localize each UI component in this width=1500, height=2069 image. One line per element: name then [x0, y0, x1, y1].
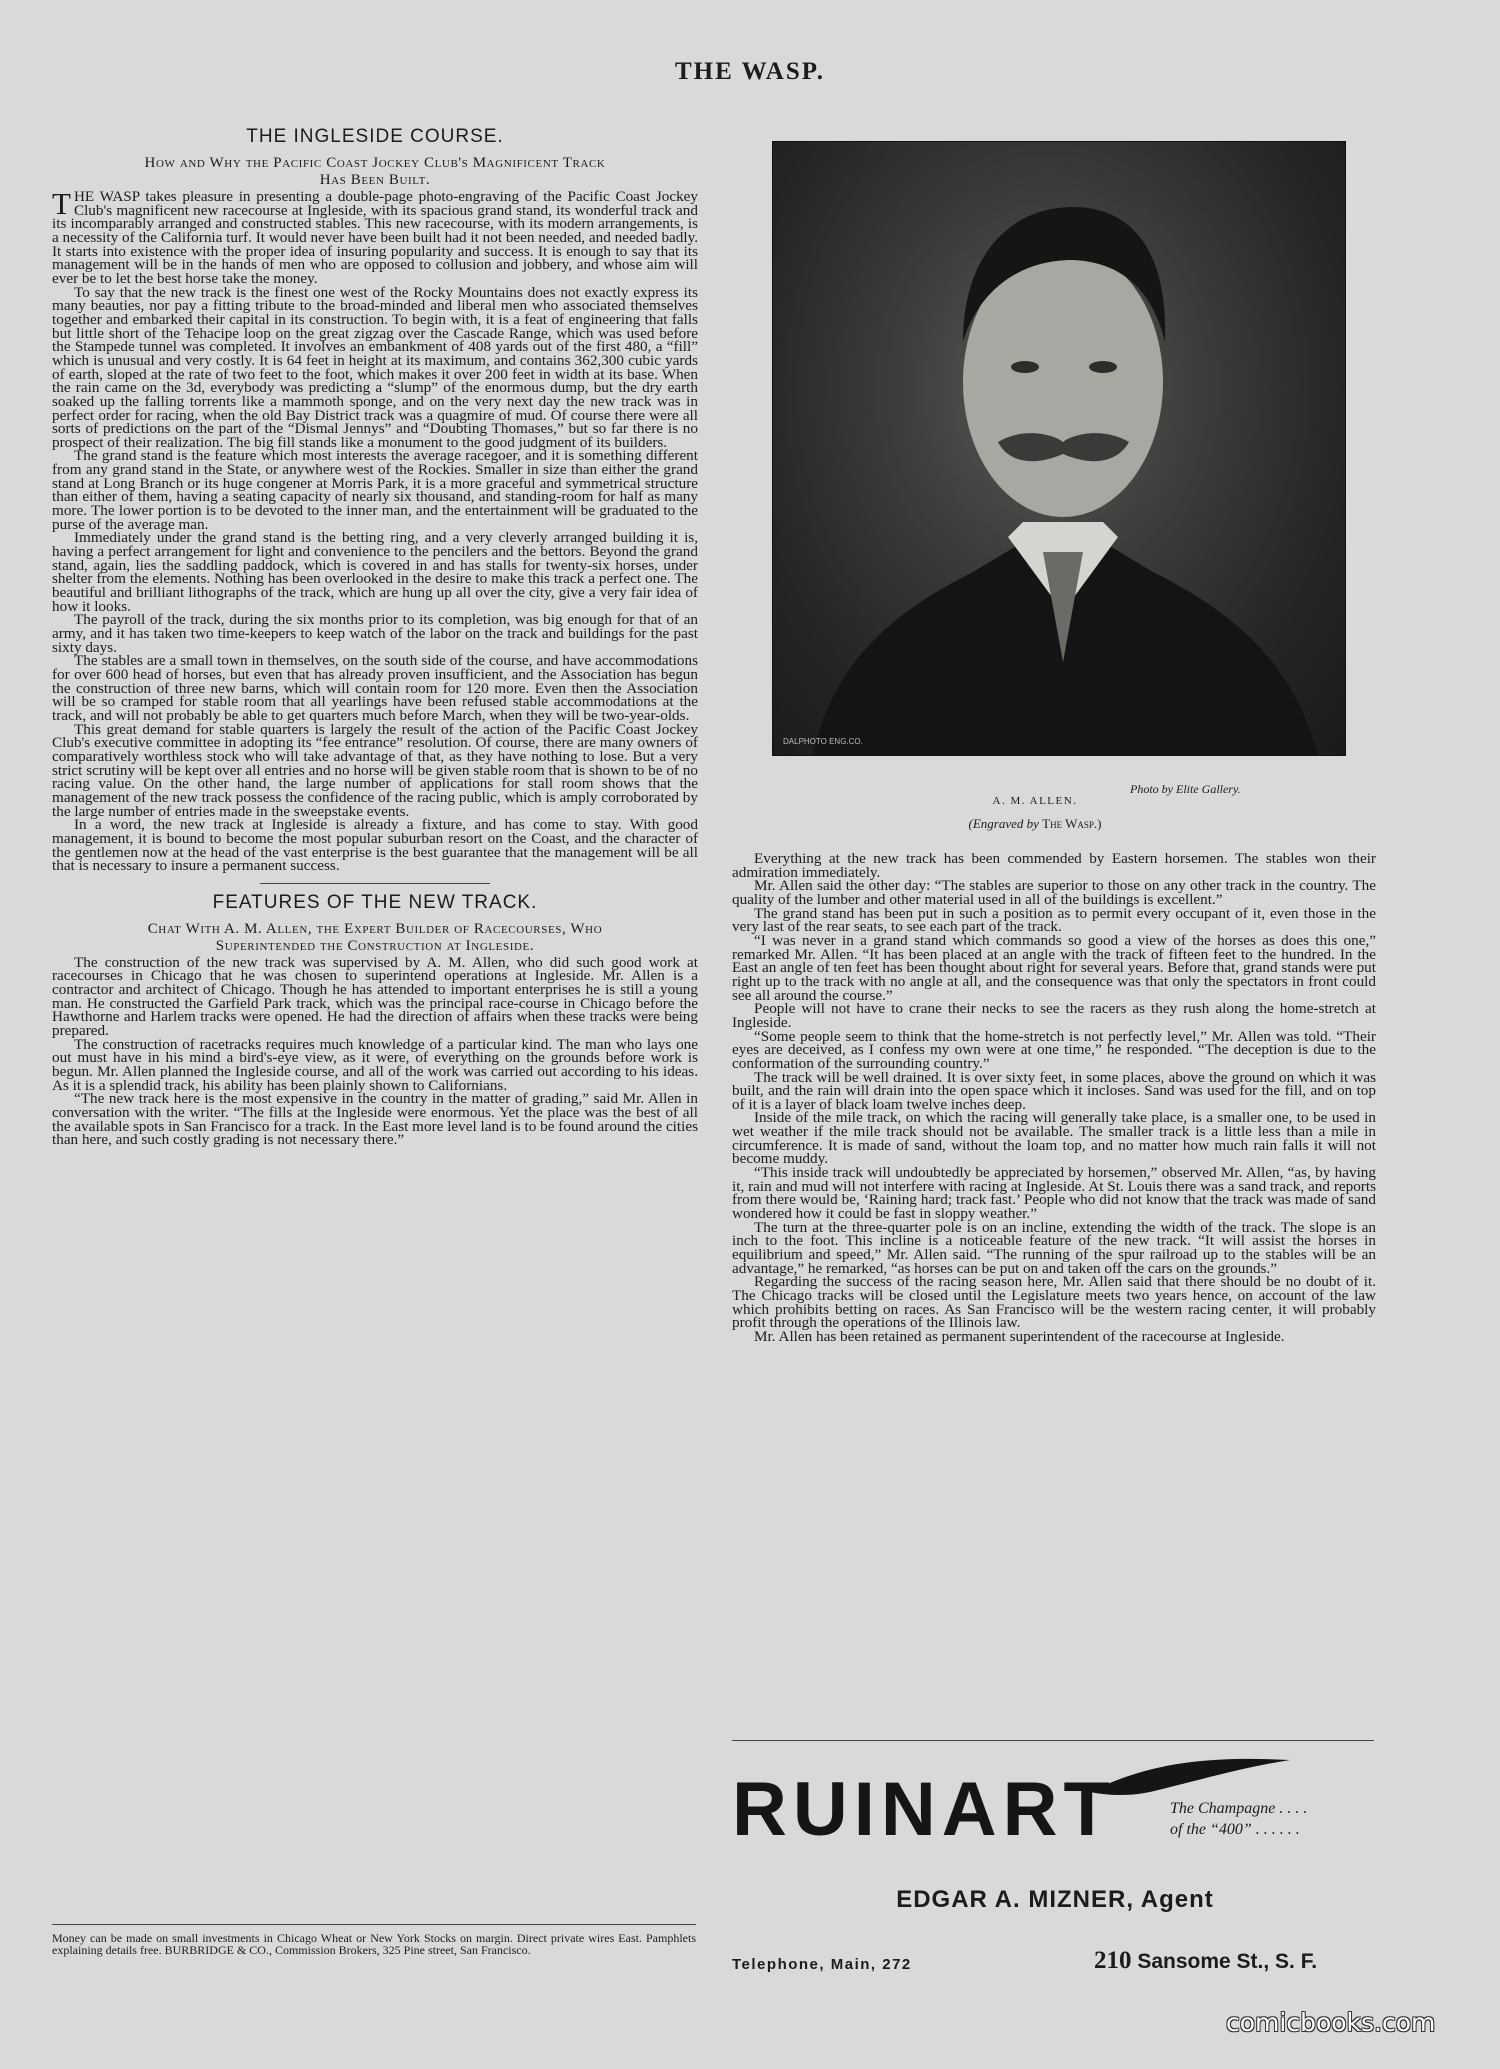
engraver-mark: DALPHOTO ENG.CO. [783, 737, 863, 746]
photo-credit: Photo by Elite Gallery. [1130, 782, 1241, 796]
portrait-photo [772, 141, 1346, 756]
article2-paragraph: “I was never in a grand stand which commands so good a view of the horses as does this one,” remarked Mr. Allen. “It has been placed at an angle with the track of fifteen feet to the hundred. In the East an angle of ten feet has been thought about right for several years. Before that, grand stands were put right up to the track with no angle at all, and the consequence was that only the spectators in front could see all around the course.” [732, 931, 1376, 1004]
portrait-figure-icon [773, 142, 1345, 755]
article2-subhead-line2: Superintended the Construction at Ingleside. [215, 937, 535, 954]
article-subhead-line2: Has Been Built. [319, 172, 431, 188]
ad-address: 210 Sansome St., S. F. [1094, 1947, 1318, 1974]
article-body [52, 186, 698, 875]
engraved-by-caption: (Engraved by The Wasp.) [968, 816, 1102, 831]
ad-agent: EDGAR A. MIZNER, Agent [896, 1886, 1214, 1913]
ruinart-logo: RUINART [732, 1767, 1116, 1852]
right-column [732, 852, 1376, 1344]
left-column [52, 124, 698, 1147]
portrait-caption: A. M. ALLEN. [992, 795, 1078, 807]
article2-paragraph: The construction of the new track was supervised by A. M. Allen, who did such good work at racecourses in Chicago that he was chosen to superintend operations at Ingleside. Mr. Allen is a contractor and architect of Chicago. Though he has attended to important enterprises he is still a young man. He constructed the Garfield Park track, which was the principal race-course in Chicago before the Hawthorne and Harlem tracks were opened. He had the direction of affairs when these tracks were being prepared. [52, 953, 698, 1040]
article2-paragraph: The construction of racetracks requires much knowledge of a particular kind. The man who lays one out must have in his mind a bird's-eye view, as it were, of everything on the grounds before work is begun. Mr. Allen planned the Ingleside course, and all of the work was carried out according to his ideas. As it is a splendid track, his ability has been plainly shown to Californians. [52, 1035, 698, 1094]
ad-tagline: The Champagne . . . . of the “400” . . . . . . [1170, 1800, 1308, 1838]
article2-body-left [52, 953, 698, 1149]
article-paragraph: To say that the new track is the finest one west of the Rocky Mountains does not exactly express its many beauties, nor pay a fitting tribute to the broad-minded and liberal men who associated themselves together and embarked their capital in its construction. To begin with, it is a feat of engineering that falls but little short of the Tehacipe loop on the great zigzag over the Cascade Range, which was used before the Stampede tunnel was completed. It involves an embankment of 408 yards out of the first 480, a “fill” which is unusual and very costly. It is 64 feet in height at its maximum, and contains 362,300 cubic yards of earth, sloped at the rate of two feet to the foot, which makes it over 200 feet in width at its base. When the rain came on the 3d, everybody was predicting a “slump” of the enormous dump, but the dry earth soaked up the falling torrents like a mammoth sponge, and on the very next day the new track was in perfect order for racing, when the old Bay District track was a quagmire of mud. Of course there were all sorts of predictions on the part of the “Dismal Jennys” and “Doubting Thomases,” but so far there is no prospect of their realization. The big fill stands like a monument to the good judgment of its builders. [52, 283, 698, 451]
article2-paragraph: Inside of the mile track, on which the racing will generally take place, is a smaller one, to be used in wet weather if the mile track should not be available. The smaller track is a little less than a mile in circumference. It is made of sand, without the loam top, and no matter how much rain falls it will not become muddy. [732, 1109, 1376, 1168]
section-divider [260, 883, 490, 884]
article-paragraph: The grand stand is the feature which most interests the average racegoer, and it is something different from any grand stand in the State, or anywhere west of the Rockies. Smaller in size than either the grand stand at Long Branch or its huge congener at Morris Park, it is a more graceful and symmetrical structure than either of them, having a seating capacity of nearly six thousand, and standing-room for half as many more. The lower portion is to be devoted to the inner man, and the entertainment will be graduated to the purse of the average man. [52, 447, 698, 533]
article2-paragraph: Mr. Allen has been retained as permanent superintendent of the racecourse at Ingleside. [754, 1327, 1285, 1345]
article-subhead-line1: How and Why the Pacific Coast Jockey Club's Magnificent Track [144, 155, 606, 171]
article-title: THE INGLESIDE COURSE. [246, 126, 504, 147]
article2-paragraph: People will not have to crane their necks to see the racers as they rush along the home-stretch at Ingleside. [732, 1000, 1376, 1031]
article-paragraph: The stables are a small town in themselves, on the south side of the course, and have accommodations for over 600 head of horses, but even that has already proven insufficient, and the Association has begun the construction of three new barns, which will contain room for 120 more. Even then the Association will be so cramped for stable room that all yearlings have been refused stable accommodations at the track, and will not probably be able to get quarters much before March, when they will be two-year-olds. [52, 652, 698, 724]
brokers-ad: Money can be made on small investments in Chicago Wheat or New York Stocks on margin. Direct private wires East. Pamphlets explaining details free. BURBRIDGE & CO., Commission Brokers, 325 Pine street, San Francisco. [52, 1931, 696, 1957]
article-paragraph: This great demand for stable quarters is largely the result of the action of the Pacific Coast Jockey Club's executive committee in adopting its “fee entrance” resolution. Of course, there are many owners of comparatively worthless stock who will take advantage of that, as they have nothing to lose. But a very strict scrutiny will be kept over all entries and no horse will be given stable room that is shown to be of no racing value. On the other hand, the large number of applications for stall room shows that the management of the new track possess the confidence of the racing public, which is amply corroborated by the large number of entries made in the sweepstake events. [52, 720, 698, 820]
article2-paragraph: The grand stand has been put in such a position as to permit every occupant of it, even those in the very last of the rear seats, to see each part of the track. [732, 904, 1376, 936]
ad-telephone: Telephone, Main, 272 [732, 1956, 912, 1973]
article2-paragraph: The turn at the three-quarter pole is on an incline, extending the width of the track. The slope is an inch to the foot. This incline is a noticeable feature of the new track. “It will assist the horses in equilibrium and speed,” Mr. Allen said. “The running of the spur railroad up to the stables will be an advantage,” he remarked, “as horses can be put on and taken off the cars on the grounds.” [732, 1218, 1376, 1277]
masthead: THE WASP. [674, 58, 825, 85]
swash-flourish-icon [1090, 1752, 1290, 1802]
watermark: comicbooks.com [1226, 2008, 1436, 2037]
article-paragraph: Immediately under the grand stand is the betting ring, and a very cleverly arranged building it is, having a perfect arrangement for light and convenience to the pencilers and the bettors. Beyond the grand stand, again, lies the saddling paddock, which is covered in and has stalls for twenty-six horses, under shelter from the elements. Nothing has been overlooked in the desire to make this track a perfect one. The beautiful and brilliant lithographs of the track, which are hung up all over the city, give a very fair idea of how it looks. [52, 529, 698, 615]
article2-paragraph: Regarding the success of the racing season here, Mr. Allen said that there should be no doubt of it. The Chicago tracks will be closed until the Legislature meets two years hence, on account of the law which prohibits betting on races. As San Francisco will be the western racing center, it will probably profit through the operations of the Illinois law. [732, 1273, 1376, 1332]
article-paragraph: In a word, the new track at Ingleside is already a fixture, and has come to stay. With good management, it is bound to become the most popular suburban resort on the Coast, and the character of the gentlemen now at the head of the vast enterprise is the best guarantee that the management will be all that is necessary to insure a permanent success. [52, 816, 698, 875]
article2-title: FEATURES OF THE NEW TRACK. [212, 891, 538, 913]
drop-cap: T [52, 186, 71, 221]
article2-paragraph: Everything at the new track has been commended by Eastern horsemen. The stables won their admiration immediately. [732, 850, 1376, 881]
article2-paragraph: “This inside track will undoubtedly be appreciated by horsemen,” observed Mr. Allen, “as, by having it, rain and mud will not interfere with racing at Ingleside. At St. Louis there was a sand track, and reports from there would be, ‘Raining hard; track fast.’ People who did not know that the track was made of sand wondered how it could be fast in sloppy weather.” [732, 1164, 1376, 1223]
article-paragraph: THE WASP takes pleasure in presenting a double-page photo-engraving of the Pacific Coast Jockey Club's magnificent new racecourse at Ingleside, with its spacious grand stand, its wonderful track and its incomparably arranged and constructed stables. This new racecourse, with its modern arrangements, is a necessity of the California turf. It would never have been built had it not been needed, and needed badly. It starts into existence with the proper idea of insuring popularity and success. It is enough to say that its management will be in the hands of men who are opposed to collusion and jobbery, and whose aim will ever be to let the best horse take the money. [52, 186, 698, 287]
article2-body-right [732, 852, 1376, 1344]
article2-paragraph: “Some people seem to think that the home-stretch is not perfectly level,” Mr. Allen was told. “Their eyes are deceived, as I confess my own were at one time,” he responded. “The deception is due to the conformation of the surrounding country.” [732, 1027, 1376, 1072]
article2-subhead-line1: Chat With A. M. Allen, the Expert Builder of Racecourses, Who [147, 920, 603, 937]
article2-paragraph: Mr. Allen said the other day: “The stables are superior to those on any other track in the country. The quality of the lumber and other material used in all of the buildings is excellent.” [732, 877, 1376, 908]
article2-paragraph: The track will be well drained. It is over sixty feet, in some places, above the ground on which it was built, and the rain will drain into the open space which it incloses. Sand was used for the fill, and on top of it is a layer of black loam twelve inches deep. [732, 1068, 1376, 1113]
ad-divider [732, 1740, 1374, 1741]
footer-divider [52, 1924, 696, 1925]
article-paragraph: The payroll of the track, during the six months prior to its completion, was big enough for that of an army, and it has taken two time-keepers to keep watch of the labor on the track and buildings for the past sixty days. [52, 611, 698, 656]
article2-paragraph: “The new track here is the most expensive in the country in the matter of grading,” said Mr. Allen in conversation with the writer. “The fills at the Ingleside were enormous. Yet the place was the best of all the available spots in San Francisco for a track. In the East more level land is to be found around the cities than here, and such costly grading is not necessary there.” [52, 1090, 698, 1149]
